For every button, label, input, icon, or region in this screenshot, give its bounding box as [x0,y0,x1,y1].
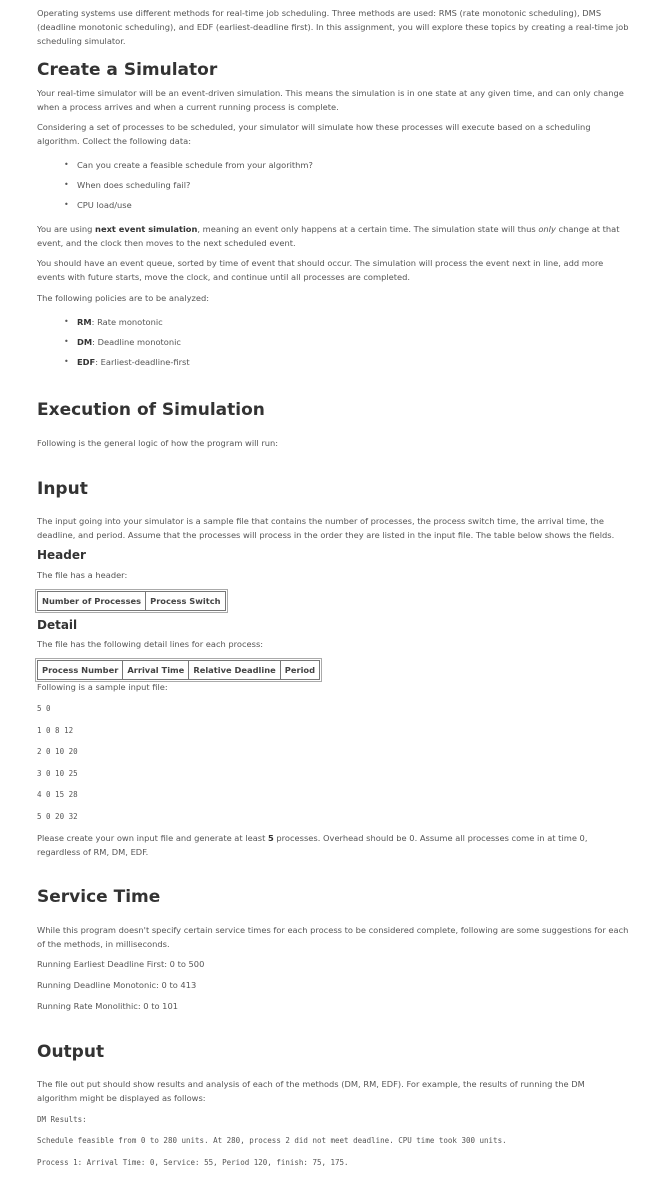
table-cell: Process Switch [146,592,225,611]
sample-line: 4 0 15 28 [37,790,78,799]
header-subheading: Header [37,548,86,562]
create-paragraph-1: Your real-time simulator will be an event-driven simulation. This means the simulation is in one state at any given time, and can only change when a process arrives and when a current running process is complete. [37,88,624,112]
output-code-line: Schedule feasible from 0 to 280 units. At 280, process 2 did not meet deadline. CPU time took 300 units. [37,1136,507,1145]
create-simulator-heading: Create a Simulator [37,60,218,80]
intro-paragraph: Operating systems use different methods for real-time job scheduling. Three methods are used: RMS (rate monotonic scheduling), DMS (deadline monotonic scheduling), and EDF (earliest-deadline first). In this assignment, you will explore these topics by creating a real-time job scheduling simulator. [37,8,629,46]
detail-subheading: Detail [37,618,78,632]
list-item: • EDF: Earliest-deadline-first [37,352,190,372]
header-paragraph: The file has a header: [37,570,128,580]
service-line: Running Deadline Monotonic: 0 to 413 [37,980,197,990]
table-cell: Relative Deadline [189,661,280,680]
output-code-line: DM Results: [37,1115,87,1124]
sample-line: 5 0 20 32 [37,812,78,821]
output-paragraph: The file out put should show results and analysis of each of the methods (DM, RM, EDF). For example, the results of running the DM algorithm might be displayed as follows: [37,1079,585,1103]
table-cell: Arrival Time [123,661,189,680]
input-closing-paragraph: Please create your own input file and generate at least 5 processes. Overhead should be 0. Assume all processes come in at time 0, regardless of RM, DM, EDF. [37,833,588,857]
list-item: • When does scheduling fail? [37,175,313,195]
sample-intro: Following is a sample input file: [37,682,168,692]
list-item: • DM: Deadline monotonic [37,332,190,352]
data-collection-list [37,155,313,215]
output-heading: Output [37,1042,105,1062]
policies-intro: The following policies are to be analyzed: [37,293,210,303]
detail-fields-table [37,660,320,680]
policies-list [37,312,190,372]
list-item: • RM: Rate monotonic [37,312,190,332]
sample-line: 3 0 10 25 [37,769,78,778]
header-fields-table [37,591,226,611]
sample-line: 2 0 10 20 [37,747,78,756]
table-cell: Process Number [38,661,123,680]
input-heading: Input [37,479,88,499]
next-event-paragraph: You are using next event simulation, meaning an event only happens at a certain time. The simulation state will thus only change at that event, and the clock then moves to the next scheduled event. [37,224,620,248]
execution-paragraph: Following is the general logic of how the program will run: [37,438,279,448]
sample-line: 1 0 8 12 [37,726,74,735]
output-code-line: Process 1: Arrival Time: 0, Service: 55, Period 120, finish: 75, 175. [37,1158,349,1167]
service-time-heading: Service Time [37,887,161,907]
create-paragraph-2: Considering a set of processes to be scheduled, your simulator will simulate how these processes will execute based on a scheduling algorithm. Collect the following data: [37,122,591,146]
table-cell: Number of Processes [38,592,146,611]
table-cell: Period [280,661,319,680]
sample-line: 5 0 [37,704,51,713]
list-item: • Can you create a feasible schedule from your algorithm? [37,155,313,175]
service-line: Running Earliest Deadline First: 0 to 500 [37,959,205,969]
detail-paragraph: The file has the following detail lines for each process: [37,639,264,649]
service-paragraph: While this program doesn't specify certain service times for each process to be considered complete, following are some suggestions for each of the methods, in milliseconds. [37,925,629,949]
execution-heading: Execution of Simulation [37,400,265,420]
list-item: • CPU load/use [37,195,313,215]
service-line: Running Rate Monolithic: 0 to 101 [37,1001,179,1011]
event-queue-paragraph: You should have an event queue, sorted by time of event that should occur. The simulation will process the event next in line, add more events with future starts, move the clock, and continue until all processes are completed. [37,258,604,282]
input-paragraph: The input going into your simulator is a sample file that contains the number of processes, the process switch time, the arrival time, the deadline, and period. Assume that the processes will process in the order they are listed in the input file. The table below shows the fields. [37,516,615,540]
